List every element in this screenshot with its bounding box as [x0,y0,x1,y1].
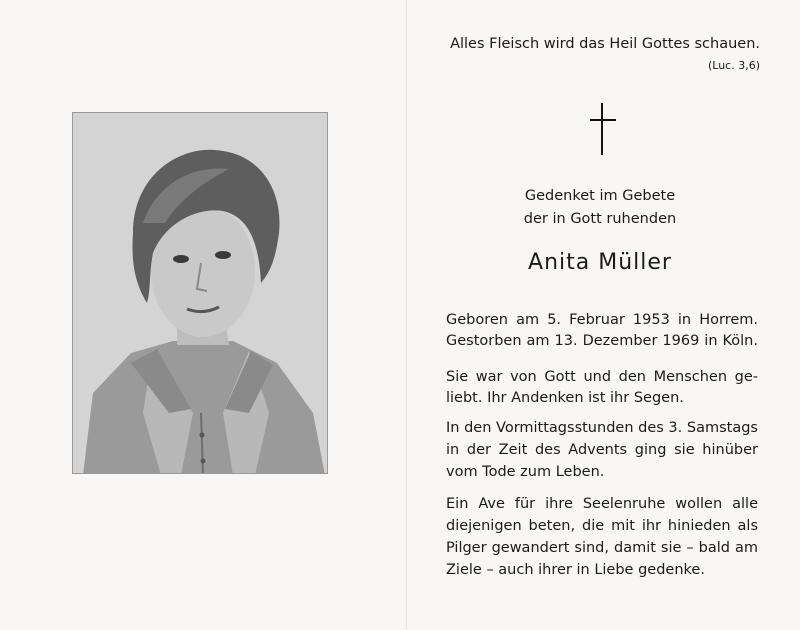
paragraph-2-line-2: in der Zeit des Advents ging sie hinüber [446,442,758,458]
card-fold-line [406,0,407,630]
portrait-photo [72,112,328,474]
paragraph-3-line-1: Ein Ave für ihre Seelenruhe wollen alle [446,496,758,512]
paragraph-3-line-2: diejenigen beten, die mit ihr hinieden als [446,518,758,534]
cross-icon [590,103,616,155]
portrait-image [73,113,328,474]
death-line: Gestorben am 13. Dezember 1969 in Köln. [446,333,758,349]
paragraph-3-line-4: Ziele – auch ihrer in Liebe gedenke. [446,562,705,578]
deceased-name: Anita Müller [528,250,672,275]
bible-reference: (Luc. 3,6) [707,59,760,72]
paragraph-1-line-1: Sie war von Gott und den Menschen ge- [446,369,758,385]
birth-line: Geboren am 5. Februar 1953 in Horrem. [446,312,758,328]
memorial-line-2: der in Gott ruhenden [523,211,677,227]
bible-quote: Alles Fleisch wird das Heil Gottes schauen. [450,36,760,52]
paragraph-2-line-1: In den Vormittagsstunden des 3. Samstags [446,420,758,436]
paragraph-3-line-3: Pilger gewandert sind, damit sie – bald am [446,540,758,556]
paragraph-2-line-3: vom Tode zum Leben. [446,464,605,480]
paragraph-1-line-2: liebt. Ihr Andenken ist ihr Segen. [446,390,684,406]
memorial-line-1: Gedenket im Gebete [524,188,676,204]
